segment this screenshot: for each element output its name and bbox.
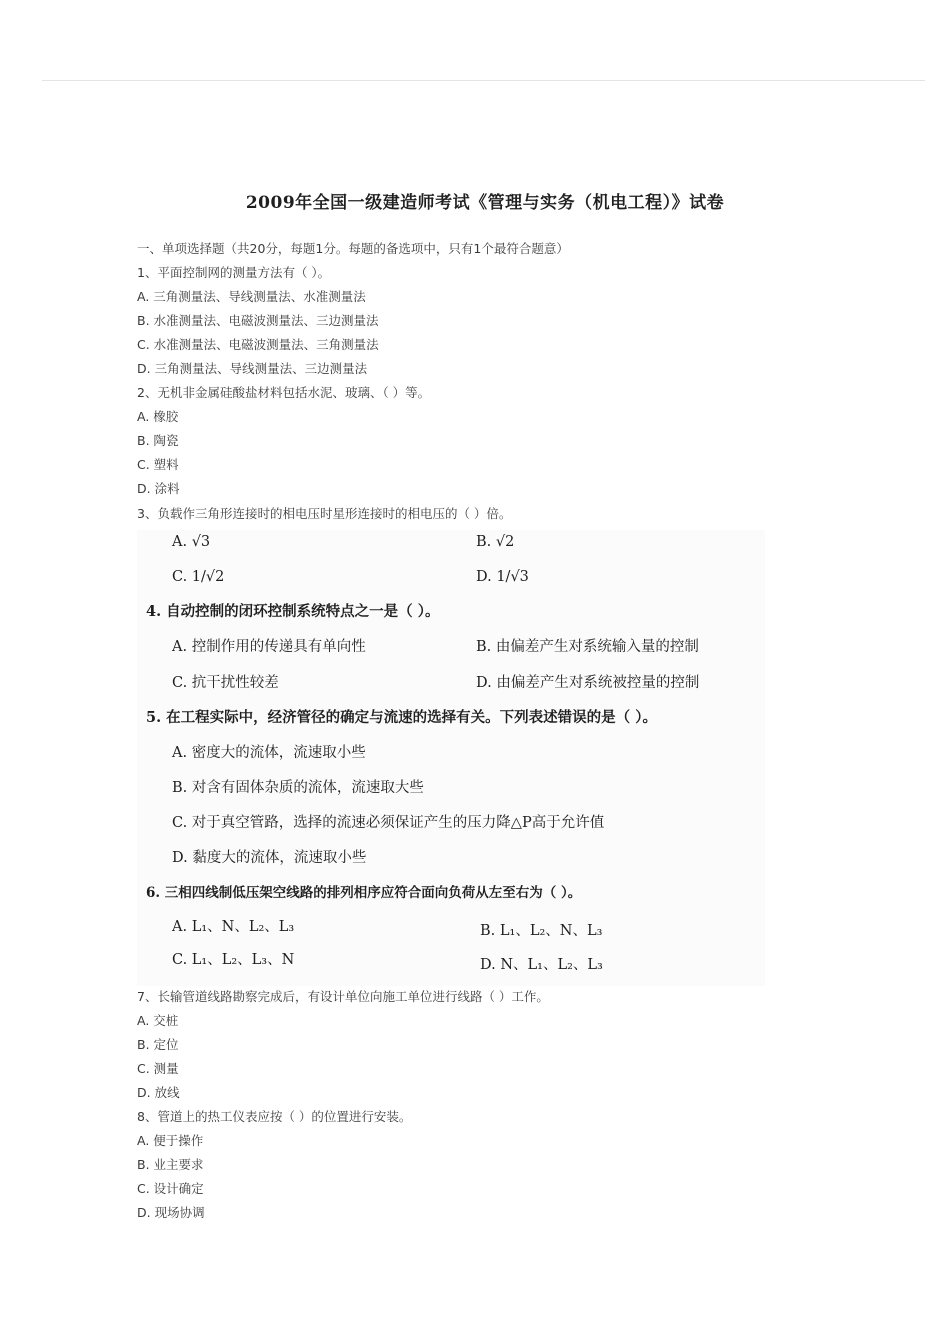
- section-heading: 一、单项选择题（共20分，每题1分。每题的备选项中，只有1个最符合题意）: [137, 241, 569, 256]
- question-6-option-c: C. L₁、L₂、L₃、N: [172, 952, 295, 968]
- question-3-option-a: A. √3: [172, 534, 211, 550]
- question-6-stem: 6. 三相四线制低压架空线路的排列相序应符合面向负荷从左至右为（ ）。: [146, 885, 582, 901]
- question-3-stem: 3、负载作三角形连接时的相电压时星形连接时的相电压的（ ）倍。: [137, 506, 512, 521]
- question-6-option-a: A. L₁、N、L₂、L₃: [172, 919, 295, 935]
- question-1-option-c: C. 水准测量法、电磁波测量法、三角测量法: [137, 337, 379, 352]
- question-8-option-c: C. 设计确定: [137, 1181, 204, 1196]
- question-4-option-a: A. 控制作用的传递具有单向性: [172, 639, 366, 655]
- question-3-option-b: B. √2: [476, 534, 515, 550]
- question-2-option-b: B. 陶瓷: [137, 433, 179, 448]
- question-7-option-b: B. 定位: [137, 1037, 179, 1052]
- question-2-stem: 2、无机非金属硅酸盐材料包括水泥、玻璃、（ ）等。: [137, 385, 431, 400]
- question-4-stem: 4. 自动控制的闭环控制系统特点之一是（ ）。: [146, 603, 440, 620]
- question-4-option-b: B. 由偏差产生对系统输入量的控制: [476, 639, 699, 655]
- question-1-option-d: D. 三角测量法、导线测量法、三边测量法: [137, 361, 368, 376]
- question-3-option-c: C. 1/√2: [172, 569, 225, 585]
- question-4-option-d: D. 由偏差产生对系统被控量的控制: [476, 675, 700, 691]
- question-4-option-c: C. 抗干扰性较差: [172, 675, 279, 691]
- question-5-option-c: C. 对于真空管路，选择的流速必须保证产生的压力降△P高于允许值: [172, 815, 605, 831]
- question-7-stem: 7、长输管道线路勘察完成后，有设计单位向施工单位进行线路（ ）工作。: [137, 989, 549, 1004]
- question-1-option-a: A. 三角测量法、导线测量法、水准测量法: [137, 289, 366, 304]
- question-3-option-d: D. 1/√3: [476, 569, 529, 585]
- question-5-stem: 5. 在工程实际中，经济管径的确定与流速的选择有关。下列表述错误的是（ ）。: [146, 709, 657, 726]
- question-5-option-b: B. 对含有固体杂质的流体，流速取大些: [172, 780, 424, 796]
- question-8-stem: 8、管道上的热工仪表应按（ ）的位置进行安装。: [137, 1109, 412, 1124]
- question-6-option-b: B. L₁、L₂、N、L₃: [480, 923, 603, 939]
- question-8-option-b: B. 业主要求: [137, 1157, 204, 1172]
- question-1-stem: 1、平面控制网的测量方法有（ ）。: [137, 265, 331, 280]
- question-5-option-a: A. 密度大的流体，流速取小些: [172, 745, 366, 761]
- top-divider: [42, 80, 925, 81]
- question-2-option-d: D. 涂料: [137, 481, 180, 496]
- question-5-option-d: D. 黏度大的流体，流速取小些: [172, 850, 367, 866]
- question-8-option-a: A. 便于操作: [137, 1133, 204, 1148]
- question-8-option-d: D. 现场协调: [137, 1205, 205, 1220]
- question-1-option-b: B. 水准测量法、电磁波测量法、三边测量法: [137, 313, 379, 328]
- question-7-option-d: D. 放线: [137, 1085, 180, 1100]
- question-2-option-a: A. 橡胶: [137, 409, 179, 424]
- question-6-option-d: D. N、L₁、L₂、L₃: [480, 957, 603, 973]
- question-2-option-c: C. 塑料: [137, 457, 179, 472]
- question-7-option-a: A. 交桩: [137, 1013, 179, 1028]
- page-title: 2009年全国一级建造师考试《管理与实务（机电工程）》试卷: [245, 193, 725, 213]
- question-7-option-c: C. 测量: [137, 1061, 179, 1076]
